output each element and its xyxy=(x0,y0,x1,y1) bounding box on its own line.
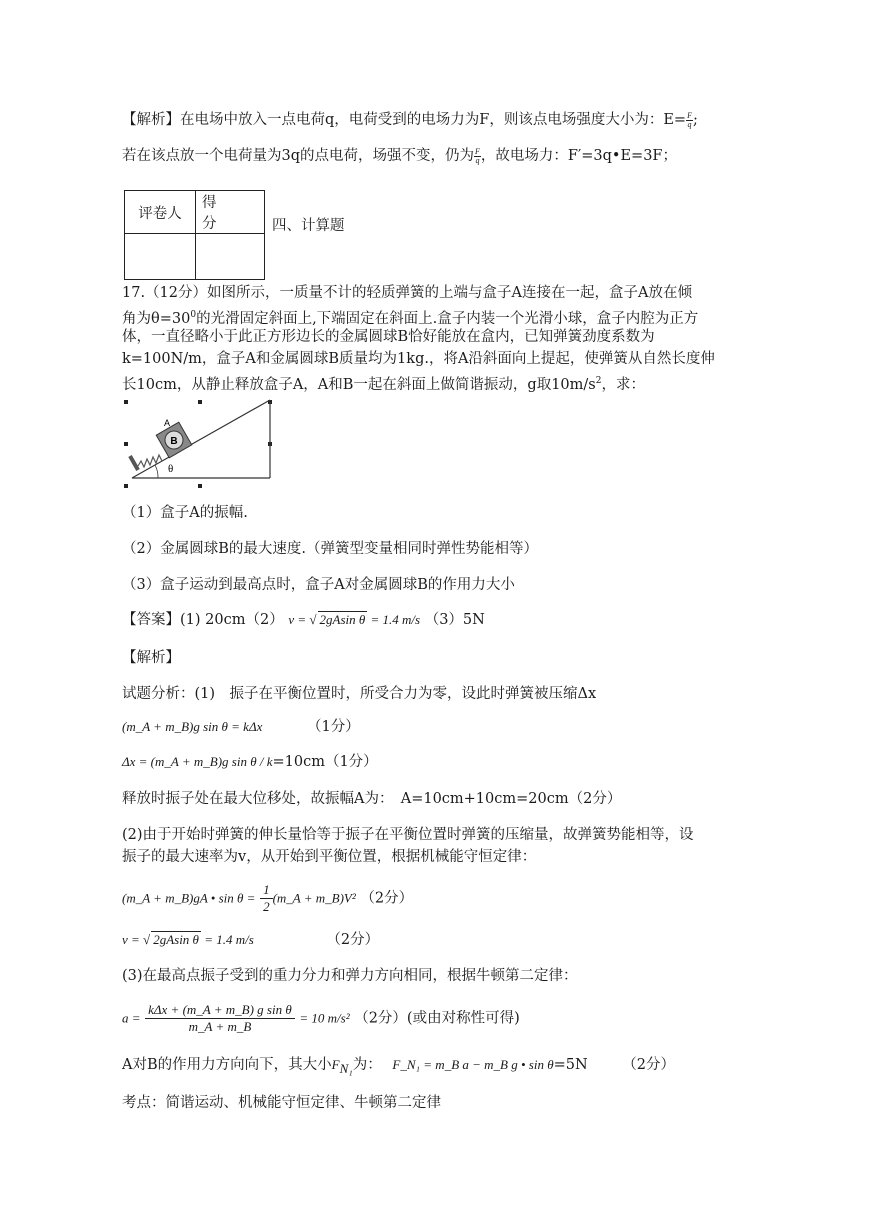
analysis-label: 【解析】 xyxy=(122,650,180,666)
solution-line-4: 释放时振子处在最大位移处，故振幅A为： A=10cm+10cm=20cm（2分） xyxy=(122,791,622,807)
section-title: 四、计算题 xyxy=(272,218,345,234)
solution-line-9: (3)在最高点振子受到的重力分力和弹力方向相同，根据牛顿第二定律： xyxy=(122,968,578,984)
label-theta: θ xyxy=(168,463,174,475)
solution-line-10: a = kΔx + (m_A + m_B) g sin θ m_A + m_B = 10 m/s² （2分）(或由对称性可得) xyxy=(122,1002,520,1034)
answer-line: 【答案】(1) 20cm（2） v = √ 2gAsin θ = 1.4 m/s （3）5N xyxy=(122,612,485,628)
question-3: （3）盒子运动到最高点时，盒子A对金属圆球B的作用力大小 xyxy=(122,577,515,593)
problem-line-4: k=100N/m，盒子A和金属圆球B质量均为1kg.，将A沿斜面向上提起，使弹簧从自然长度伸 xyxy=(122,351,715,367)
answer-velocity-formula: v = √ 2gAsin θ = 1.4 m/s xyxy=(288,612,421,627)
question-2: （2）金属圆球B的最大速度.（弹簧型变量相同时弹性势能相等） xyxy=(122,541,538,557)
selection-handles xyxy=(124,400,272,488)
problem-line-1: 17.（12分）如图所示，一质量不计的轻质弹簧的上端与盒子A连接在一起，盒子A放在倾 xyxy=(122,285,692,301)
solution-line-5: (2)由于开始时弹簧的伸长量恰等于振子在平衡位置时弹簧的压缩量，故弹簧势能相等，设 xyxy=(122,827,694,843)
spring xyxy=(138,455,162,467)
fraction-f-over-q-2: $\frac{F}{q}$ xyxy=(475,146,480,165)
acceleration-fraction: kΔx + (m_A + m_B) g sin θ m_A + m_B xyxy=(145,1002,295,1035)
problem-line-5: 长10cm，从静止释放盒子A，A和B一起在斜面上做简谐振动，g取$10m/s^2$，求： xyxy=(122,376,645,393)
question-1: （1）盒子A的振幅. xyxy=(122,505,248,521)
problem-line-2: 角为$\theta=30^0$的光滑固定斜面上,下端固定在斜面上.盒子内装一个光滑小球，盒子内腔为正方 xyxy=(122,310,699,327)
analysis-line-2: 若在该点放一个电荷量为3q的点电荷，场强不变，仍为 $\frac{F}{q}$ ，故电场力：F′=3q•E=3F； xyxy=(122,146,677,165)
fraction-one-half: $\frac{1}{2}$ xyxy=(260,882,273,915)
solution-line-8: v = √ 2gAsin θ = 1.4 m/s （2分） xyxy=(122,932,380,948)
solution-line-2: (m_A + m_B)g sin θ = kΔx （1分） xyxy=(122,719,360,735)
problem-line-3: 体，一直径略小于此正方形边长的金属圆球B恰好能放在盒内，已知弹簧劲度系数为 xyxy=(122,329,655,345)
grade-table-reviewer-cell[interactable] xyxy=(125,234,196,280)
solution-line-3: Δx = (m_A + m_B)g sin θ / k=10cm（1分） xyxy=(122,754,378,770)
solution-line-11: A对B的作用力方向向下，其大小$F_{N_1}$为： F_N₁ = m_B a − m_B g • sin θ=5N （2分） xyxy=(122,1057,676,1076)
incline-figure xyxy=(122,398,277,490)
solution-line-1: 试题分析：(1) 振子在平衡位置时，所受合力为零，设此时弹簧被压缩Δx xyxy=(122,686,597,702)
grade-table-reviewer-header: 评卷人 xyxy=(125,191,196,234)
fraction-f-over-q: $\frac{F}{q}$ xyxy=(687,110,692,129)
angle-arc xyxy=(155,465,158,478)
label-a: A xyxy=(164,418,171,428)
spring-wall xyxy=(130,456,138,470)
velocity-formula: v = √ 2gAsin θ = 1.4 m/s xyxy=(122,932,254,947)
solution-line-6: 振子的最大速率为v，从开始到平衡位置，根据机械能守恒定律： xyxy=(122,849,537,865)
solution-line-12: 考点：简谐运动、机械能守恒定律、牛顿第二定律 xyxy=(122,1095,441,1111)
solution-line-7: (m_A + m_B)gA • sin θ = $\frac{1}{2}$ (m_A + m_B)V² （2分） xyxy=(122,882,414,914)
label-b: B xyxy=(170,436,178,447)
incline-slope xyxy=(132,400,270,478)
grade-table xyxy=(124,190,265,280)
grade-table-score-cell[interactable] xyxy=(196,234,265,280)
grade-table-score-header: 得 分 xyxy=(196,191,265,234)
analysis-line-1: 【解析】在电场中放入一点电荷q，电荷受到的电场力为F，则该点电场强度大小为：E= $\frac{F}{q}$ ; xyxy=(122,110,698,129)
